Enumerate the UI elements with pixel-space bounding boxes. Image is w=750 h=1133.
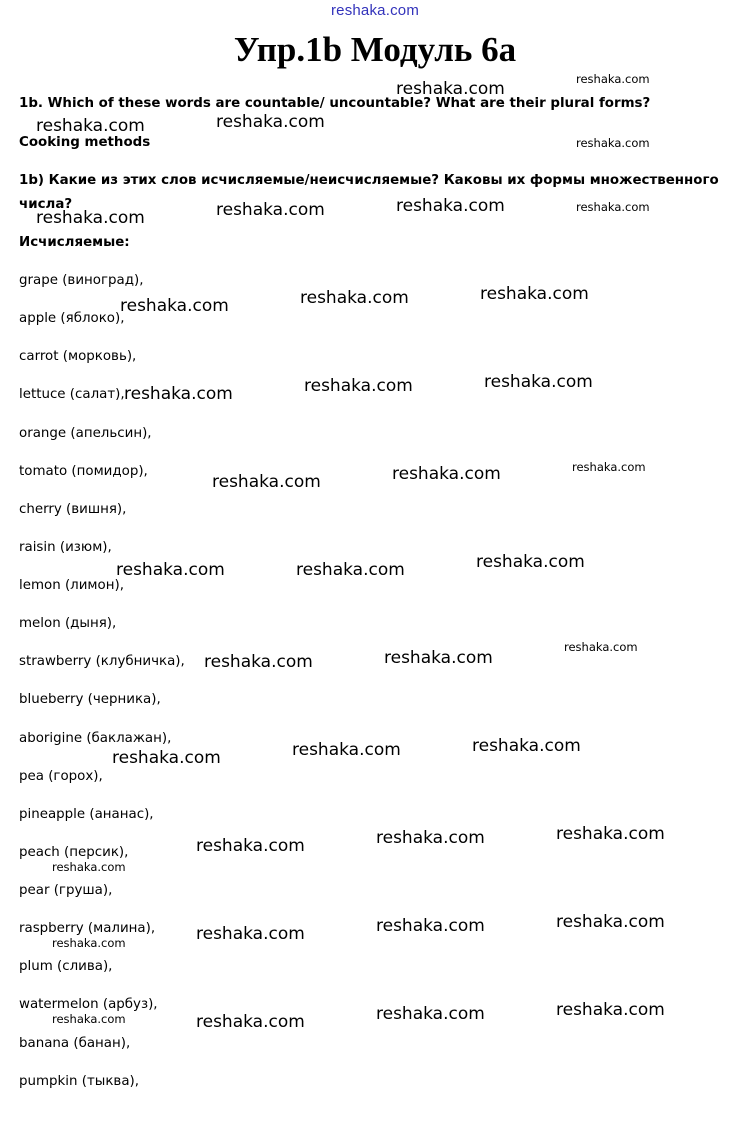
task-english: 1b. Which of these words are countable/ uncountable? What are their plural forms? [19,96,651,111]
watermark: reshaka.com [52,860,126,874]
watermark: reshaka.com [484,372,593,392]
word-item: apple (яблоко), [19,311,125,326]
watermark: reshaka.com [116,560,225,580]
watermark: reshaka.com [576,136,650,150]
watermark: reshaka.com [564,640,638,654]
watermark: reshaka.com [52,936,126,950]
watermark: reshaka.com [396,79,505,99]
watermark: reshaka.com [52,1012,126,1026]
watermark: reshaka.com [472,736,581,756]
word-item: orange (апельсин), [19,426,152,441]
watermark: reshaka.com [392,464,501,484]
watermark: reshaka.com [300,288,409,308]
section-heading: Cooking methods [19,135,151,150]
watermark: reshaka.com [376,1004,485,1024]
word-item: pear (груша), [19,883,113,898]
watermark: reshaka.com [124,384,233,404]
page-title: Упр.1b Модуль 6а [233,30,517,69]
watermark: reshaka.com [120,296,229,316]
watermark: reshaka.com [376,828,485,848]
word-item: watermelon (арбуз), [19,997,158,1012]
site-link[interactable]: reshaka.com [330,2,420,19]
word-item: pineapple (ананас), [19,807,154,822]
watermark: reshaka.com [556,912,665,932]
word-item: pumpkin (тыква), [19,1074,140,1089]
task-russian-line-1: 1b) Какие из этих слов исчисляемые/неисчисляемые? Каковы их формы множественного [19,173,719,188]
watermark: reshaka.com [480,284,589,304]
watermark: reshaka.com [196,836,305,856]
word-item: raisin (изюм), [19,540,112,555]
word-item: blueberry (черника), [19,692,161,707]
watermark: reshaka.com [304,376,413,396]
word-item: raspberry (малина), [19,921,156,936]
watermark: reshaka.com [196,1012,305,1032]
word-item: plum (слива), [19,959,113,974]
watermark: reshaka.com [376,916,485,936]
watermark: reshaka.com [216,112,325,132]
word-item: banana (банан), [19,1036,131,1051]
task-russian-line-2: числа? [19,197,73,212]
word-item: peach (персик), [19,845,129,860]
watermark: reshaka.com [576,72,650,86]
word-item: cherry (вишня), [19,502,127,517]
watermark: reshaka.com [576,200,650,214]
watermark: reshaka.com [36,116,145,136]
word-item: melon (дыня), [19,616,117,631]
watermark: reshaka.com [216,200,325,220]
watermark: reshaka.com [212,472,321,492]
word-item: pea (горох), [19,769,103,784]
watermark: reshaka.com [196,924,305,944]
word-item: aborigine (баклажан), [19,731,172,746]
watermark: reshaka.com [572,460,646,474]
watermark: reshaka.com [556,824,665,844]
watermark: reshaka.com [112,748,221,768]
watermark: reshaka.com [292,740,401,760]
word-item: grape (виноград), [19,273,144,288]
word-item: strawberry (клубничка), [19,654,185,669]
word-item: carrot (морковь), [19,349,137,364]
watermark: reshaka.com [556,1000,665,1020]
watermark: reshaka.com [296,560,405,580]
word-item: lemon (лимон), [19,578,124,593]
watermark: reshaka.com [384,648,493,668]
countable-heading: Исчисляемые: [19,235,130,250]
word-item: tomato (помидор), [19,464,148,479]
watermark: reshaka.com [396,196,505,216]
watermark: reshaka.com [36,208,145,228]
watermark: reshaka.com [476,552,585,572]
watermark: reshaka.com [204,652,313,672]
word-item: lettuce (салат), [19,387,125,402]
